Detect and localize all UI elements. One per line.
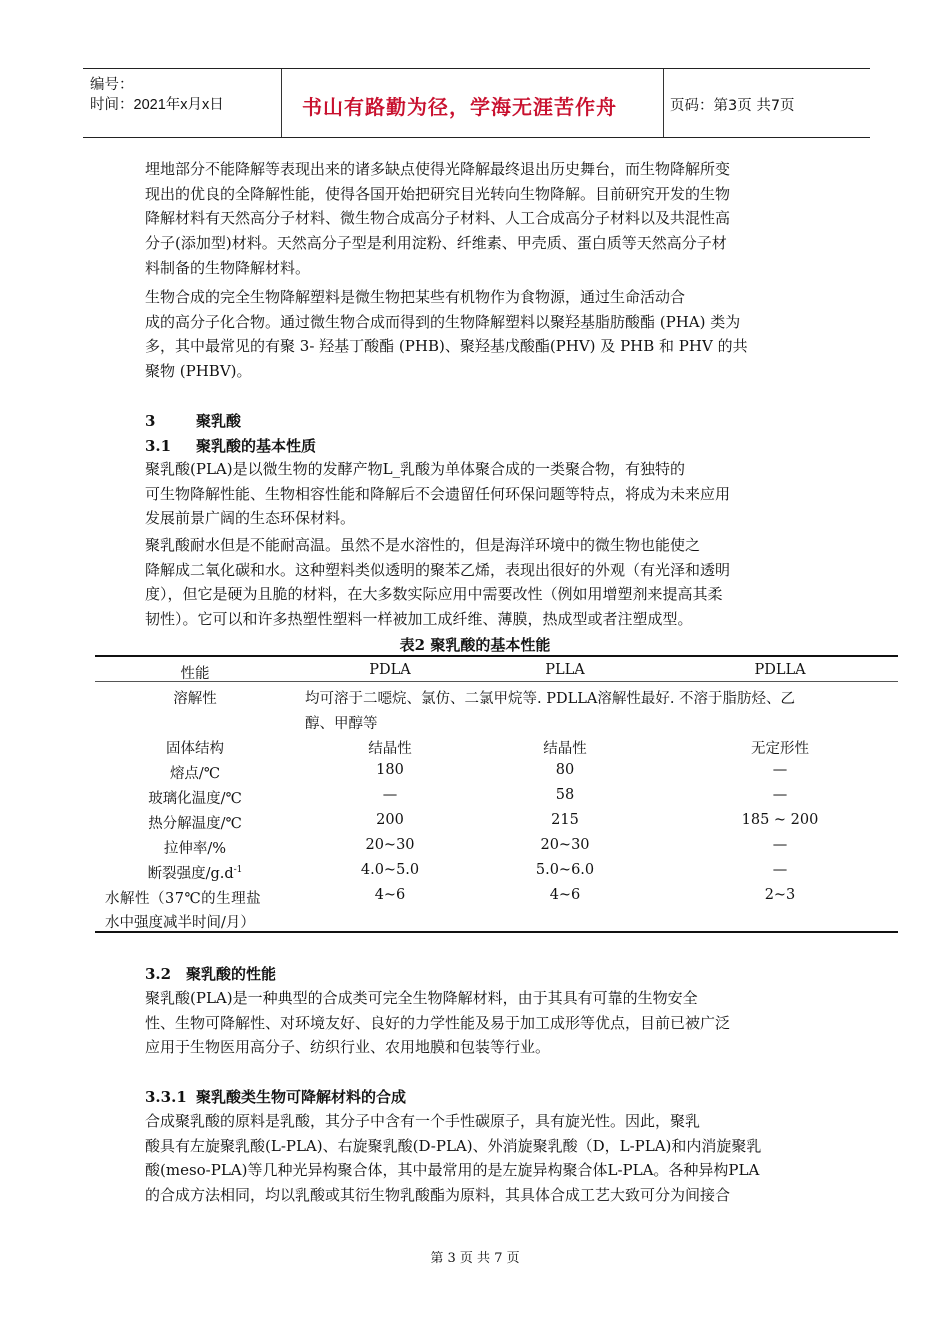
sec31-paragraph-2 bbox=[145, 533, 810, 632]
text-line: 分子(添加型)材料。天然高分子型是利用淀粉、纤维素、甲壳质、蛋白质等天然高分子材 bbox=[145, 234, 727, 253]
text-line: 发展前景广阔的生态环保材料。 bbox=[145, 509, 356, 528]
table-cell-label: 固体结构 bbox=[166, 741, 224, 757]
table-cell-label: 热分解温度/℃ bbox=[148, 816, 242, 832]
table-cell-label-sup: -1 bbox=[233, 865, 243, 876]
text-line: 现出的优良的全降解性能，使得各国开始把研究目光转向生物降解。目前研究开发的生物 bbox=[145, 184, 731, 203]
table-cell-label bbox=[95, 862, 295, 883]
table-cell-pdla: 180 bbox=[376, 762, 404, 778]
text-line: 料制备的生物降解材料。 bbox=[145, 258, 311, 277]
table-cell-plla: 结晶性 bbox=[543, 741, 587, 757]
section-number: 3.2 bbox=[145, 965, 172, 983]
table-cell-pdlla: 2~3 bbox=[764, 887, 796, 903]
table-header-pdla: PDLA bbox=[369, 662, 411, 678]
table-cell-pdlla: 185 ~ 200 bbox=[741, 812, 819, 828]
table-cell-solubility-text: 均可溶于二噁烷、氯仿、二氯甲烷等. PDLLA溶解性最好. 不溶于脂肪烃、乙 bbox=[305, 691, 796, 707]
intro-paragraph-1 bbox=[145, 157, 810, 280]
text-line: 合成聚乳酸的原料是乳酸，其分子中含有一个手性碳原子，具有旋光性。因此，聚乳 bbox=[145, 1112, 701, 1130]
table-cell-solubility-text: 醇、甲醇等 bbox=[305, 716, 378, 732]
text-line: 成的高分子化合物。通过微生物合成而得到的生物降解塑料以聚羟基脂肪酸酯 (PHA) 类为 bbox=[145, 312, 741, 331]
text-line: 降解材料有天然高分子材料、微生物合成高分子材料、人工合成高分子材料以及共混性高 bbox=[145, 209, 731, 228]
table-cell-pdla: 4.0~5.0 bbox=[360, 862, 420, 878]
section-3-2-heading bbox=[145, 963, 276, 984]
page-footer: 第 3 页 共 7 页 bbox=[430, 1251, 520, 1266]
table-cell-plla: 58 bbox=[555, 787, 575, 803]
section-number: 3.1 bbox=[145, 437, 172, 455]
table-cell-pdlla: — bbox=[772, 862, 788, 878]
text-line: 性、生物可降解性、对环境友好、良好的力学性能及易于加工成形等优点，目前已被广泛 bbox=[145, 1013, 731, 1032]
text-line: 聚乳酸(PLA)是以微生物的发酵产物L_乳酸为单体聚合成的一类聚合物，有独特的 bbox=[145, 460, 686, 478]
table-cell-plla: 80 bbox=[555, 762, 575, 778]
section-title: 聚乳酸的性能 bbox=[186, 965, 277, 983]
table-cell-label-text: 断裂强度/g.d bbox=[147, 866, 234, 882]
table-cell-pdla: — bbox=[382, 787, 398, 803]
table-cell-pdla: 4~6 bbox=[374, 887, 406, 903]
header-meta bbox=[83, 69, 282, 137]
sec31-paragraph-1 bbox=[145, 457, 810, 531]
text-line: 韧性）。它可以和许多热塑性塑料一样被加工成纤维、薄膜，热成型或者注塑成型。 bbox=[145, 610, 693, 629]
text-line: 酸具有左旋聚乳酸(L-PLA)、右旋聚乳酸(D-PLA)、外消旋聚乳酸（D，L-PLA)和内消旋聚乳 bbox=[145, 1136, 762, 1155]
number-label: 编号： bbox=[90, 77, 134, 93]
time-label: 时间：2021年x月x日 bbox=[90, 97, 224, 113]
table-cell-pdlla: — bbox=[772, 762, 788, 778]
section-title: 聚乳酸类生物可降解材料的合成 bbox=[196, 1088, 407, 1106]
table-header-property: 性能 bbox=[180, 666, 210, 682]
section-number: 3 bbox=[145, 412, 156, 430]
motto-text: 书山有路勤为径，学海无涯苦作舟 bbox=[302, 95, 617, 119]
table-cell-label: 熔点/℃ bbox=[169, 766, 221, 782]
table-cell-label: 水中强度减半时间/月） bbox=[105, 915, 255, 931]
table-top-rule bbox=[95, 655, 898, 657]
table-cell-plla: 215 bbox=[551, 812, 579, 828]
text-line: 降解成二氧化碳和水。这种塑料类似透明的聚苯乙烯，表现出很好的外观（有光泽和透明 bbox=[145, 560, 731, 579]
section-3-3-1-heading bbox=[145, 1086, 406, 1107]
table-cell-pdlla: — bbox=[772, 837, 788, 853]
text-line: 应用于生物医用高分子、纺织行业、农用地膜和包装等行业。 bbox=[145, 1038, 551, 1057]
header-motto bbox=[281, 69, 664, 137]
text-line: 生物合成的完全生物降解塑料是微生物把某些有机物作为食物源，通过生命活动合 bbox=[145, 288, 686, 306]
sec331-paragraph bbox=[145, 1109, 810, 1208]
page-info-text: 页码：第3页 共7页 bbox=[670, 98, 795, 114]
text-line: 的合成方法相同，均以乳酸或其衍生物乳酸酯为原料，其具体合成工艺大致可分为间接合 bbox=[145, 1186, 731, 1205]
intro-paragraph-2 bbox=[145, 285, 810, 384]
table-cell-solubility-label: 溶解性 bbox=[173, 691, 217, 707]
table-cell-plla: 5.0~6.0 bbox=[535, 862, 595, 878]
section-title: 聚乳酸的基本性质 bbox=[196, 437, 317, 455]
text-line: 聚乳酸耐水但是不能耐高温。虽然不是水溶性的，但是海洋环境中的微生物也能使之 bbox=[145, 536, 701, 554]
text-line: 多，其中最常见的有聚 3- 羟基丁酸酯 (PHB)、聚羟基戊酸酯(PHV) 及 PHB 和 PHV 的共 bbox=[145, 337, 748, 356]
table-cell-pdla: 20~30 bbox=[365, 837, 415, 853]
section-3-1-heading bbox=[145, 435, 316, 456]
table-cell-label: 玻璃化温度/℃ bbox=[148, 791, 242, 807]
page-header bbox=[83, 68, 870, 138]
table-cell-plla: 4~6 bbox=[549, 887, 581, 903]
table-header-pdlla: PDLLA bbox=[754, 662, 806, 678]
sec32-paragraph bbox=[145, 986, 810, 1060]
text-line: 聚物 (PHBV)。 bbox=[145, 362, 252, 381]
table-cell-pdla: 200 bbox=[376, 812, 404, 828]
table-cell-pdlla: 无定形性 bbox=[751, 741, 809, 757]
text-line: 聚乳酸(PLA)是一种典型的合成类可完全生物降解材料，由于其具有可靠的生物安全 bbox=[145, 989, 698, 1007]
text-line: 酸(meso-PLA)等几种光异构聚合体，其中最常用的是左旋异构聚合体L-PLA。各种异构PLA bbox=[145, 1161, 760, 1180]
header-page-info bbox=[663, 69, 870, 137]
text-line: 可生物降解性能、生物相容性能和降解后不会遗留任何环保问题等特点，将成为未来应用 bbox=[145, 484, 731, 503]
table-caption: 表2 聚乳酸的基本性能 bbox=[399, 636, 551, 654]
section-3-heading bbox=[145, 410, 241, 431]
table-header-plla: PLLA bbox=[545, 662, 585, 678]
table-cell-plla: 20~30 bbox=[540, 837, 590, 853]
table-cell-label: 水解性（37℃的生理盐 bbox=[105, 891, 262, 907]
text-line: 埋地部分不能降解等表现出来的诸多缺点使得光降解最终退出历史舞台，而生物降解所变 bbox=[145, 160, 731, 178]
text-line: 度），但它是硬为且脆的材料，在大多数实际应用中需要改性（例如用增塑剂来提高其柔 bbox=[145, 585, 723, 604]
table-cell-pdla: 结晶性 bbox=[368, 741, 412, 757]
section-title: 聚乳酸 bbox=[196, 412, 242, 430]
table-cell-label: 拉伸率/% bbox=[163, 841, 227, 857]
table-cell-pdlla: — bbox=[772, 787, 788, 803]
section-number: 3.3.1 bbox=[145, 1088, 187, 1106]
